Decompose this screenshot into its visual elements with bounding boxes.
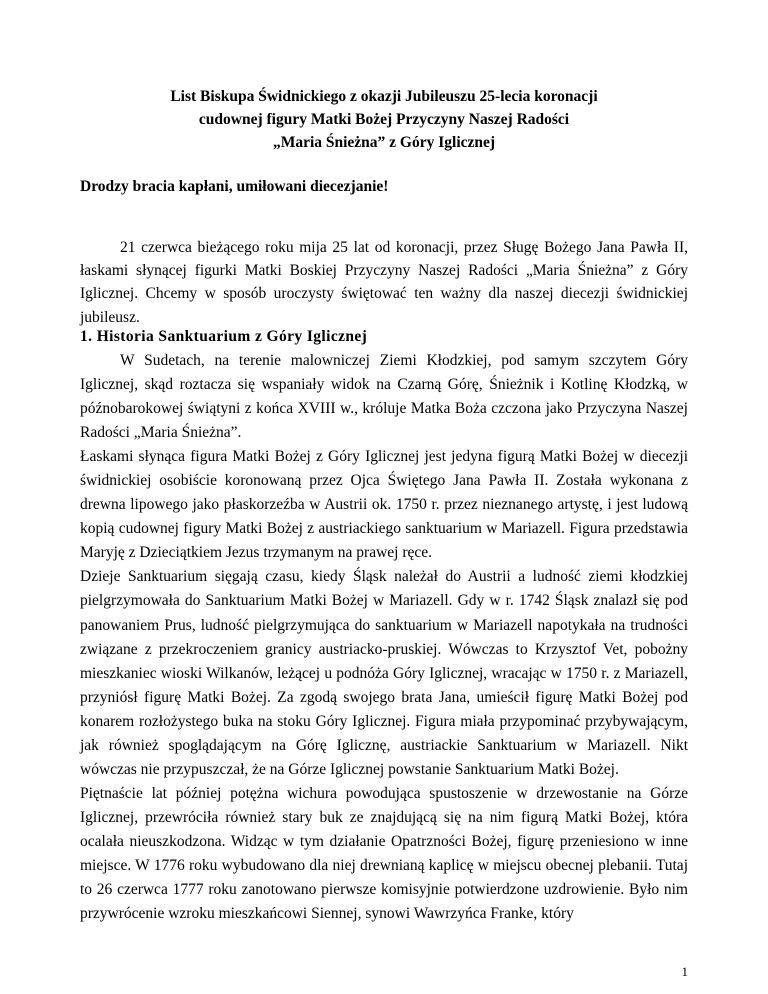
title-line-2: cudownej figury Matki Bożej Przyczyny Naszej Radości (198, 111, 570, 128)
greeting: Drodzy bracia kapłani, umiłowani diecezjanie! (80, 178, 389, 195)
section-heading: 1. Historia Sanktuarium z Góry Iglicznej (80, 328, 368, 345)
paragraph: Piętnaście lat później potężna wichura powodująca spustoszenie w drzewostanie na Górze Iglicznej, przewróciła również stary buk ze znajdującą się na nim figurą Matki Bożej, która ocalała nieuszkodzona. Widząc w tym działanie Opatrzności Bożej, figurę przeniesiono w inne miejsce. W 1776 roku wybudowano dla niej drewnianą kaplicę w miejscu obecnej plebanii. Tutaj to 26 czerwca 1777 roku zanotowano pierwsze komisyjnie potwierdzone uzdrowienie. Było nim przywrócenie wzroku mieszkańcowi Siennej, synowi Wawrzyńca Franke, który (80, 784, 688, 923)
section-body (80, 349, 688, 926)
paragraph: Dzieje Sanktuarium sięgają czasu, kiedy Śląsk należał do Austrii a ludność ziemi kłodzkiej pielgrzymowała do Sanktuarium Matki Bożej w Mariazell. Gdy w r. 1742 Śląsk znalazł się pod panowaniem Prus, ludność pielgrzymująca do sanktuarium w Mariazell napotykała na trudności związane z przekroczeniem granicy austriacko-pruskiej. Wówczas to Krzysztof Vet, pobożny mieszkaniec wioski Wilkanów, leżącej u podnóża Góry Iglicznej, wracając w 1750 r. z Mariazell, przyniósł figurę Matki Bożej. Za zgodą swojego brata Jana, umieścił figurę Matki Bożej pod konarem rozłożystego buka na stoku Góry Iglicznej. Figura miała przypominać przybywającym, jak również spoglądającym na Górę Iglicznę, austriackie Sanktuarium w Mariazell. Nikt wówczas nie przypuszczał, że na Górze Iglicznej powstanie Sanktuarium Matki Bożej. (80, 568, 688, 778)
intro-paragraph: 21 czerwca bieżącego roku mija 25 lat od koronacji, przez Sługę Bożego Jana Pawła II, łaskami słynącej figurki Matki Boskiej Przyczyny Naszej Radości „Maria Śnieżna” z Góry Iglicznej. Chcemy w sposób uroczysty świętować ten ważny dla naszej diecezji świdnickiej jubileusz. (80, 239, 688, 326)
title-line-3: „Maria Śnieżna” z Góry Iglicznej (272, 134, 496, 151)
page-number: 1 (681, 964, 688, 979)
letter-title (110, 85, 658, 154)
title-line-1: List Biskupa Świdnickiego z okazji Jubileuszu 25-lecia koronacji (170, 88, 598, 105)
paragraph: W Sudetach, na terenie malowniczej Ziemi Kłodzkiej, pod samym szczytem Góry Iglicznej, skąd roztacza się wspaniały widok na Czarną Górę, Śnieżnik i Kotlinę Kłodzką, w późnobarokowej świątyni z końca XVIII w., króluje Matka Boża czczona jako Przyczyna Naszej Radości „Maria Śnieżna”. (80, 352, 688, 442)
paragraph: Łaskami słynąca figura Matki Bożej z Góry Iglicznej jest jedyna figurą Matki Bożej w diecezji świdnickiej osobiście koronowaną przez Ojca Świętego Jana Pawła II. Została wykonana z drewna lipowego jako płaskorzeźba w Austrii ok. 1750 r. przez nieznanego artystę, i jest ludową kopią cudownej figury Matki Bożej z austriackiego sanktuarium w Mariazell. Figura przedstawia Maryję z Dzieciątkiem Jezus trzymanym na prawej ręce. (80, 448, 688, 562)
